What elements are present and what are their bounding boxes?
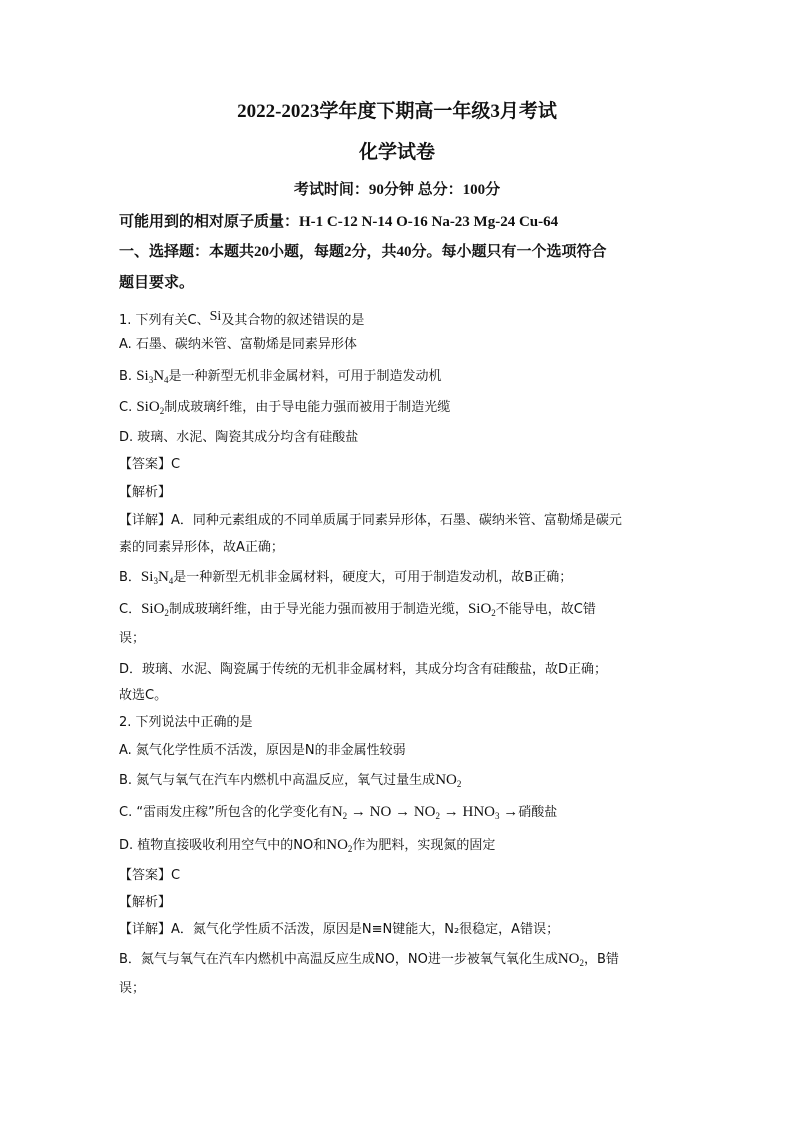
q2-detail-b-text1: B．氮气与氧气在汽车内燃机中高温反应生成NO，NO进一步被氧气氧化生成 xyxy=(119,952,558,967)
si3n4-detail-si: Si xyxy=(140,569,154,585)
q2-option-d-text2: 作为肥料，实现氮的固定 xyxy=(352,838,496,853)
eq-no2: NO xyxy=(413,804,436,820)
q1-option-b-text: 是一种新型无机非金属材料，可用于制造发动机 xyxy=(168,369,442,384)
q1-detail-c-prefix: C． xyxy=(119,602,142,617)
q1-detail-a-line1: 【详解】A．同种元素组成的不同单质属于同素异形体，石墨、碳纳米管、富勒烯是碳元 xyxy=(119,513,622,528)
q1-option-b-prefix: B. xyxy=(119,369,137,384)
section-heading-line1: 一、选择题：本题共20小题，每题2分，共40分。每小题只有一个选项符合 xyxy=(119,244,607,260)
no2-formula-detail xyxy=(558,951,584,967)
sio2-detail1-sub: 2 xyxy=(164,608,169,618)
sio2-sub: 2 xyxy=(159,406,165,416)
q1-stem-part1: 1. 下列有关C、 xyxy=(119,313,210,328)
exam-info: 考试时间：90分钟 总分：100分 xyxy=(293,182,501,198)
sio2-el: SiO xyxy=(136,399,160,415)
q2-answer: 【答案】C xyxy=(119,868,181,883)
q1-detail-d: D．玻璃、水泥、陶瓷属于传统的无机非金属材料，其成分均含有硅酸盐，故D正确； xyxy=(119,662,608,677)
page-title: 2022-2023学年度下期高一年级3月考试 xyxy=(237,101,557,122)
q1-detail-b xyxy=(119,567,572,591)
nitrogen-cycle-equation xyxy=(332,804,518,820)
si3n4-n: N xyxy=(153,368,165,384)
no2-detail-el: NO xyxy=(557,951,580,967)
eq-no: NO xyxy=(369,804,392,820)
arrow-2: → xyxy=(395,804,411,820)
q2-option-d-text1: D. 植物直接吸收利用空气中的NO和 xyxy=(119,838,327,853)
q2-stem: 2. 下列说法中正确的是 xyxy=(119,715,253,730)
eq-n2-sub: 2 xyxy=(342,811,348,821)
arrow-3: → xyxy=(443,804,459,820)
eq-no2-sub: 2 xyxy=(435,811,440,821)
si3n4-detail-n: N xyxy=(157,569,169,585)
eq-n2: N xyxy=(331,804,343,820)
q2-detail-b xyxy=(119,949,619,973)
eq-hno3-sub: 3 xyxy=(495,811,500,821)
page-subtitle: 化学试卷 xyxy=(358,142,435,163)
q2-option-c-text: C. “雷雨发庄稼”所包含的化学变化有 xyxy=(119,805,332,820)
q1-analysis-label: 【解析】 xyxy=(119,485,172,500)
q1-option-b xyxy=(119,366,442,390)
q1-detail-c-text1: 制成玻璃纤维，由于导光能力强而被用于制造光缆， xyxy=(168,602,468,617)
atomic-mass-line: 可能用到的相对原子质量：H-1 C-12 N-14 O-16 Na-23 Mg-24 Cu-64 xyxy=(119,214,559,230)
si3n4-detail-sub4: 4 xyxy=(168,576,174,586)
sio2-detail2-sub: 2 xyxy=(491,608,496,618)
si3n4-sub3: 3 xyxy=(148,375,154,385)
q1-conclusion: 故选C。 xyxy=(119,688,168,703)
q1-detail-b-prefix: B． xyxy=(119,570,141,585)
eq-hno3: HNO xyxy=(462,804,495,820)
q1-detail-c xyxy=(119,599,596,623)
q2-analysis-label: 【解析】 xyxy=(119,895,172,910)
q1-detail-b-text: 是一种新型无机非金属材料，硬度大，可用于制造发动机，故B正确； xyxy=(173,570,573,585)
q2-detail-b-line2: 误； xyxy=(119,981,146,996)
no2-el: NO xyxy=(435,772,457,788)
si3n4-formula-detail xyxy=(141,569,173,585)
si3n4-sub4: 4 xyxy=(164,375,169,385)
q2-detail-a: 【详解】A．氮气化学性质不活泼，原因是N≡N键能大，N₂很稳定，A错误； xyxy=(119,922,560,937)
q1-option-c-text: 制成玻璃纤维，由于导电能力强而被用于制造光缆 xyxy=(164,400,451,415)
no2-sub: 2 xyxy=(456,779,462,789)
q1-detail-c-line2: 误； xyxy=(119,631,146,646)
no2-d-el: NO xyxy=(326,837,348,853)
si3n4-formula xyxy=(136,368,168,384)
no2-formula-d xyxy=(326,837,352,853)
sio2-formula-detail2 xyxy=(468,601,496,617)
q2-option-a: A. 氮气化学性质不活泼，原因是N的非金属性较弱 xyxy=(119,743,406,758)
sio2-formula xyxy=(136,399,164,415)
q2-option-d xyxy=(119,835,495,859)
q1-detail-c-text2: 不能导电，故C错 xyxy=(495,602,596,617)
no2-detail-sub: 2 xyxy=(579,958,585,968)
sio2-detail1-el: SiO xyxy=(141,601,165,617)
q1-option-a: A. 石墨、碳纳米管、富勒烯是同素异形体 xyxy=(119,337,357,352)
q2-option-c-tail: 硝酸盐 xyxy=(518,805,558,820)
q2-option-b xyxy=(119,770,461,794)
q2-option-c xyxy=(119,802,557,826)
q1-option-d: D. 玻璃、水泥、陶瓷其成分均含有硅酸盐 xyxy=(119,430,359,445)
q2-option-b-text: B. 氮气与氧气在汽车内燃机中高温反应，氧气过量生成 xyxy=(119,773,436,788)
si3n4-detail-sub3: 3 xyxy=(153,576,158,586)
sio2-formula-detail1 xyxy=(141,601,169,617)
arrow-1: → xyxy=(350,804,366,820)
no2-formula xyxy=(435,772,461,788)
q1-stem xyxy=(119,307,364,331)
no2-d-sub: 2 xyxy=(347,844,353,854)
q1-option-c xyxy=(119,397,450,421)
q1-detail-a-line2: 素的同素异形体，故A正确； xyxy=(119,540,284,555)
arrow-4: → xyxy=(503,804,519,820)
sio2-detail2-el: SiO xyxy=(467,601,492,617)
q1-stem-part2: 及其合物的叙述错误的是 xyxy=(221,313,365,328)
q1-option-c-prefix: C. xyxy=(119,400,137,415)
q1-stem-si: Si xyxy=(209,309,222,324)
section-heading-line2: 题目要求。 xyxy=(119,275,195,291)
si3n4-si: Si xyxy=(136,368,149,384)
q2-detail-b-text2: ，B错 xyxy=(584,952,619,967)
q1-answer: 【答案】C xyxy=(119,457,181,472)
